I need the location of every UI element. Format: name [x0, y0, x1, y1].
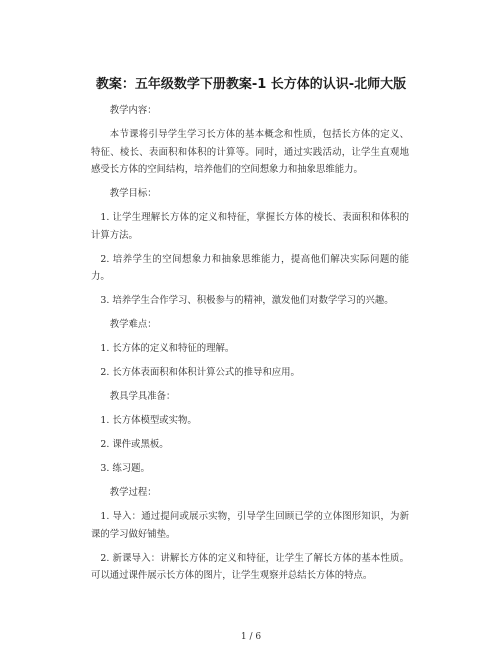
heading-teaching-content: 教学内容： — [109, 105, 157, 116]
document-body — [91, 102, 409, 591]
document-title: 教案：五年级数学下册教案-1 长方体的认识-北师大版 — [95, 77, 407, 92]
difficulty-item-2: 2. 长方体表面积和体积计算公式的推导和应用。 — [100, 367, 300, 378]
aid-item-3: 3. 练习题。 — [100, 463, 150, 474]
aid-item-1: 1. 长方体模型或实物。 — [100, 415, 197, 426]
process-item-1: 1. 导入：通过提问或展示实物，引导学生回顾已学的立体图形知识，为新课的学习做好铺垫。 — [91, 511, 409, 540]
goal-item-2: 2. 培养学生的空间想象力和抽象思维能力，提高他们解决实际问题的能力。 — [91, 253, 409, 282]
heading-teaching-aids: 教具学具准备： — [109, 391, 176, 402]
paragraph-teaching-content: 本节课将引导学生学习长方体的基本概念和性质，包括长方体的定义、特征、棱长、表面积和体积的计算等。同时，通过实践活动，让学生直观地感受长方体的空间结构，培养他们的空间想象力和抽象思维能力。 — [91, 129, 409, 175]
process-item-2: 2. 新课导入：讲解长方体的定义和特征，让学生了解长方体的基本性质。可以通过课件展示长方体的图片，让学生观察并总结长方体的特点。 — [91, 552, 409, 581]
heading-teaching-process: 教学过程： — [109, 487, 157, 498]
difficulty-item-1: 1. 长方体的定义和特征的理解。 — [100, 343, 235, 354]
heading-teaching-difficulties: 教学难点： — [109, 319, 157, 330]
page-number: 1 / 6 — [240, 632, 262, 642]
goal-item-1: 1. 让学生理解长方体的定义和特征，掌握长方体的棱长、表面积和体积的计算方法。 — [91, 212, 409, 241]
goal-item-3: 3. 培养学生合作学习、积极参与的精神，激发他们对数学学习的兴趣。 — [100, 295, 394, 306]
heading-teaching-goals: 教学目标： — [109, 188, 157, 199]
aid-item-2: 2. 课件或黑板。 — [100, 439, 169, 450]
